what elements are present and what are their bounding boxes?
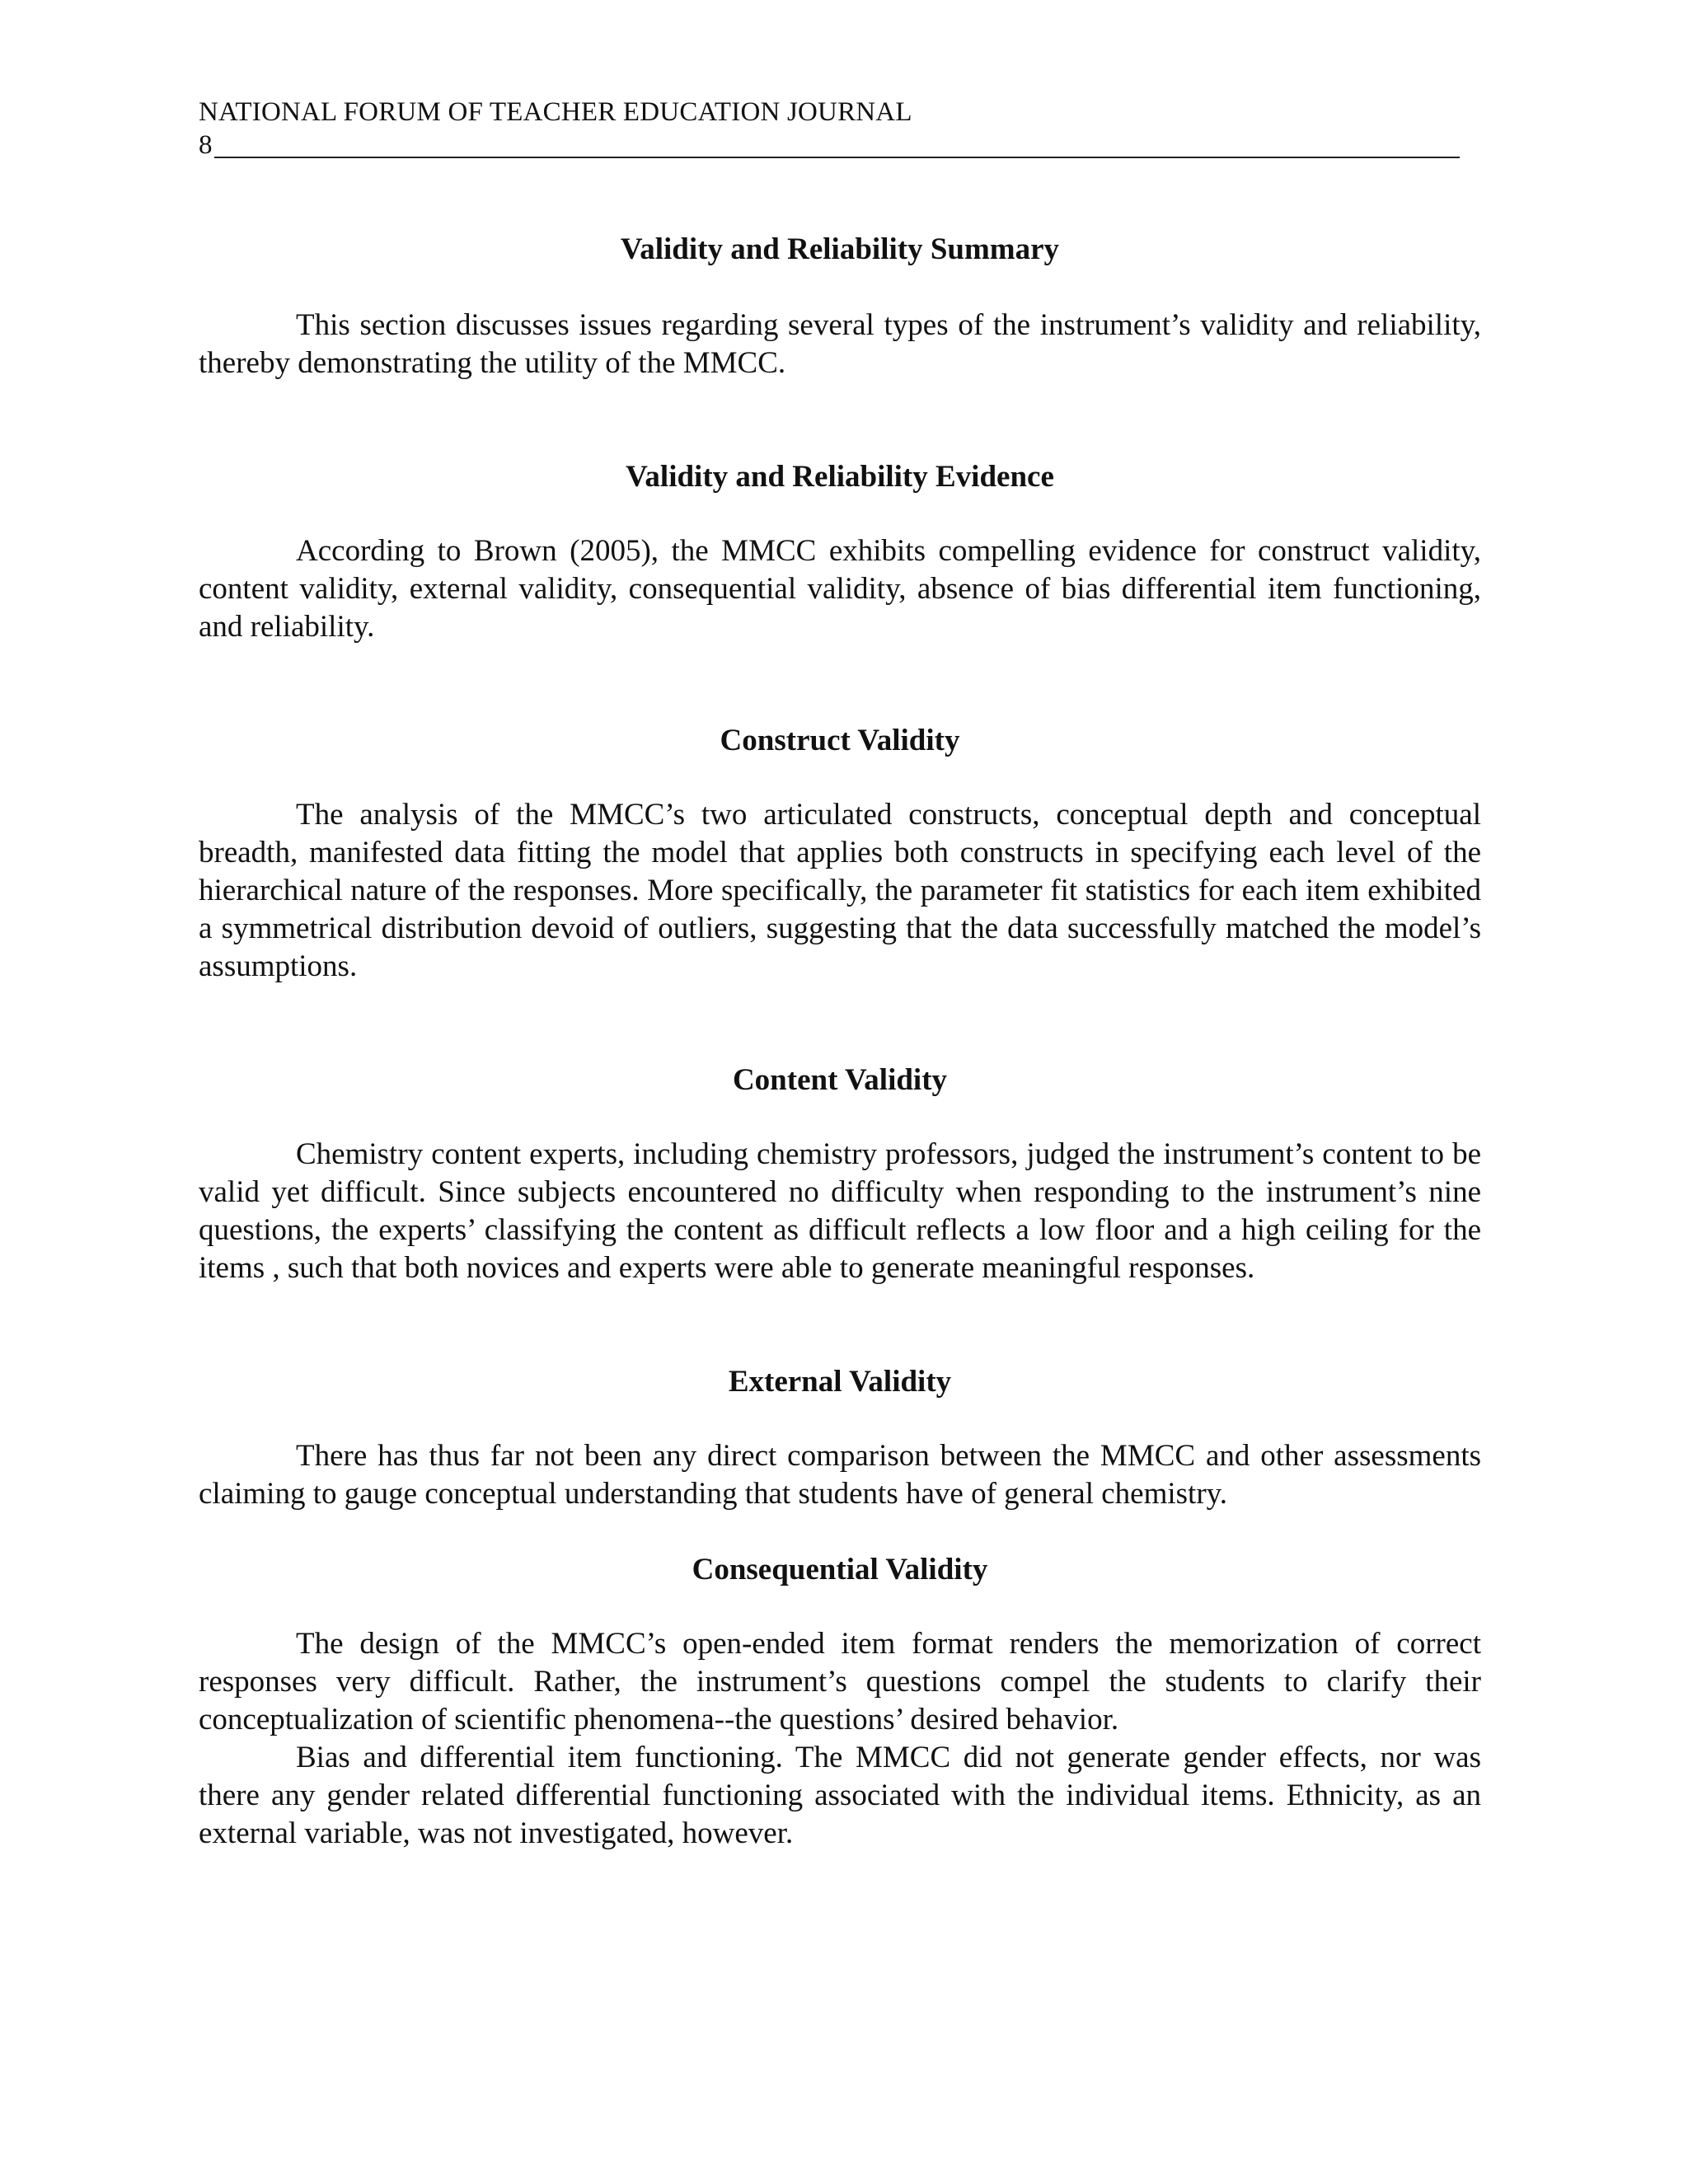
page-number: 8 bbox=[199, 130, 213, 160]
paragraph-content-validity: Chemistry content experts, including chemistry professors, judged the instrument’s content to be valid yet difficult. Since subjects encountered no difficulty when responding to the instrument’s nine questions, the experts’ classifying the content as difficult reflects a low floor and a high ceiling for the items , such that both novices and experts were able to generate meaningful responses. bbox=[199, 1137, 1481, 1285]
paragraph-evidence: According to Brown (2005), the MMCC exhibits compelling evidence for construct validity, content validity, external validity, consequential validity, absence of bias differential item functioning, and reliability. bbox=[199, 534, 1481, 644]
header-rule bbox=[214, 157, 1460, 158]
section-heading-external-validity: External Validity bbox=[728, 1365, 952, 1399]
paragraph-external-validity: There has thus far not been any direct comparison between the MMCC and other assessments claiming to gauge conceptual understanding that students have of general chemistry. bbox=[199, 1439, 1481, 1511]
paragraph-consequential-validity: The design of the MMCC’s open-ended item format renders the memorization of correct responses very difficult. Rather, the instrument’s questions compel the students to clarify their conceptualization of scientific phenomena--the questions’ desired behavior. bbox=[199, 1627, 1481, 1736]
section-heading-summary: Validity and Reliability Summary bbox=[620, 232, 1060, 266]
section-heading-evidence: Validity and Reliability Evidence bbox=[626, 460, 1054, 494]
section-heading-construct-validity: Construct Validity bbox=[720, 724, 960, 757]
paragraph-summary: This section discusses issues regarding several types of the instrument’s validity and reliability, thereby demonstrating the utility of the MMCC. bbox=[199, 308, 1481, 380]
section-heading-content-validity: Content Validity bbox=[732, 1063, 948, 1097]
journal-title: NATIONAL FORUM OF TEACHER EDUCATION JOURNAL bbox=[199, 97, 912, 127]
paragraph-construct-validity: The analysis of the MMCC’s two articulated constructs, conceptual depth and conceptual breadth, manifested data fitting the model that applies both constructs in specifying each level of the hierarchical nature of the responses. More specifically, the parameter fit statistics for each item exhibited a symmetrical distribution devoid of outliers, suggesting that the data successfully matched the model’s assumptions. bbox=[199, 798, 1481, 983]
paragraph-bias-dif: Bias and differential item functioning. The MMCC did not generate gender effects, nor was there any gender related differential functioning associated with the individual items. Ethnicity, as an external variable, was not investigated, however. bbox=[199, 1741, 1481, 1850]
section-heading-consequential-validity: Consequential Validity bbox=[692, 1553, 988, 1586]
running-head bbox=[199, 96, 1460, 162]
article-body bbox=[199, 231, 1481, 1853]
page-number-row bbox=[199, 129, 1460, 162]
